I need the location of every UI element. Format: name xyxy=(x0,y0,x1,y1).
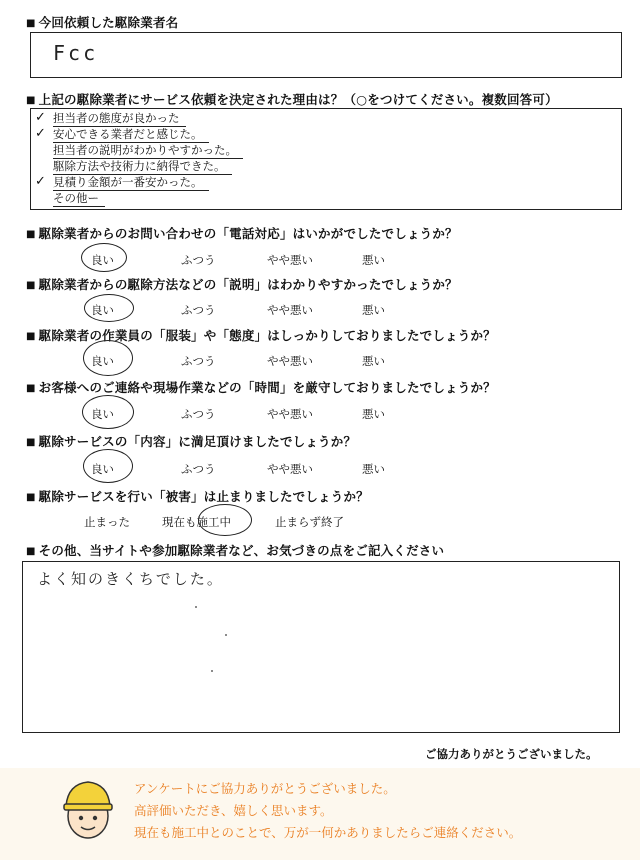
scan-speck xyxy=(195,606,197,608)
selected-circle xyxy=(81,243,127,272)
question-title: ■ 駆除業者からのお問い合わせの「電話対応」はいかがでしたでしょうか？ xyxy=(26,224,458,242)
scan-speck xyxy=(211,670,213,672)
option-good[interactable]: 良い xyxy=(91,407,114,421)
option-somewhat-bad[interactable]: やや悪い xyxy=(267,354,313,368)
option-bad[interactable]: 悪い xyxy=(362,407,385,421)
option-normal[interactable]: ふつう xyxy=(181,354,216,368)
option-normal[interactable]: ふつう xyxy=(181,462,216,476)
footer-line: アンケートにご協力ありがとうございました。 xyxy=(134,781,396,796)
option-somewhat-bad[interactable]: やや悪い xyxy=(267,303,313,317)
check-icon: ✓ xyxy=(35,174,46,189)
comment-answer: よく知のきくちでした。 xyxy=(37,570,224,588)
reason-label: 担当者の説明がわかりやすかった。 xyxy=(53,143,243,159)
reason-label: 見積り金額が一番安かった。 xyxy=(53,175,209,191)
selected-circle xyxy=(82,395,134,429)
option-somewhat-bad[interactable]: やや悪い xyxy=(267,253,313,267)
question-title: ■ 駆除業者からの駆除方法などの「説明」はわかりやすかったでしょうか？ xyxy=(26,275,458,293)
selected-circle xyxy=(83,340,133,376)
option-ongoing[interactable]: 現在も施工中 xyxy=(162,515,231,529)
option-bad[interactable]: 悪い xyxy=(362,462,385,476)
scan-speck xyxy=(225,634,227,636)
company-name-box[interactable] xyxy=(30,32,622,78)
option-good[interactable]: 良い xyxy=(91,303,114,317)
question-title: ■ 駆除サービスの「内容」に満足頂けましたでしょうか？ xyxy=(26,432,356,450)
option-normal[interactable]: ふつう xyxy=(181,253,216,267)
selected-circle xyxy=(198,504,252,536)
closing-text: ご協力ありがとうございました。 xyxy=(425,747,598,761)
comment-box[interactable] xyxy=(22,561,620,733)
option-somewhat-bad[interactable]: やや悪い xyxy=(267,407,313,421)
reason-table xyxy=(30,108,622,210)
question-title: ■ 駆除サービスを行い「被害」は止まりましたでしょうか？ xyxy=(26,487,369,505)
comment-title: ■ その他、当サイトや参加駆除業者など、お気づきの点をご記入ください xyxy=(26,541,444,559)
check-icon: ✓ xyxy=(35,110,46,125)
option-good[interactable]: 良い xyxy=(91,253,114,267)
selected-circle xyxy=(83,449,133,483)
check-icon: ✓ xyxy=(35,126,46,141)
section1-title: ■ 今回依頼した駆除業者名 xyxy=(26,13,178,31)
option-stopped[interactable]: 止まった xyxy=(84,515,130,529)
footer-line: 高評価いただき、嬉しく思います。 xyxy=(134,803,333,818)
option-good[interactable]: 良い xyxy=(91,354,114,368)
option-bad[interactable]: 悪い xyxy=(362,303,385,317)
footer-line: 現在も施工中とのことで、万が一何かありましたらご連絡ください。 xyxy=(134,825,522,840)
section2-title: ■ 上記の駆除業者にサービス依頼を決定された理由は？（○をつけてください。複数回答可） xyxy=(26,90,558,108)
option-good[interactable]: 良い xyxy=(91,462,114,476)
selected-circle xyxy=(84,294,134,322)
reason-label: 担当者の態度が良かった xyxy=(53,111,186,127)
option-not-stopped[interactable]: 止まらず終了 xyxy=(275,515,344,529)
reason-label: その他ー xyxy=(53,191,105,207)
company-name-answer: Fcc xyxy=(53,41,99,65)
option-normal[interactable]: ふつう xyxy=(181,407,216,421)
option-bad[interactable]: 悪い xyxy=(362,253,385,267)
option-somewhat-bad[interactable]: やや悪い xyxy=(267,462,313,476)
worker-face-icon xyxy=(60,776,116,842)
question-title: ■ お客様へのご連絡や現場作業などの「時間」を厳守しておりましたでしょうか？ xyxy=(26,378,496,396)
option-bad[interactable]: 悪い xyxy=(362,354,385,368)
reason-label: 安心できる業者だと感じた。 xyxy=(53,127,209,143)
reason-label: 駆除方法や技術力に納得できた。 xyxy=(53,159,232,175)
option-normal[interactable]: ふつう xyxy=(181,303,216,317)
question-title: ■ 駆除業者の作業員の「服装」や「態度」はしっかりしておりましたでしょうか？ xyxy=(26,326,496,344)
